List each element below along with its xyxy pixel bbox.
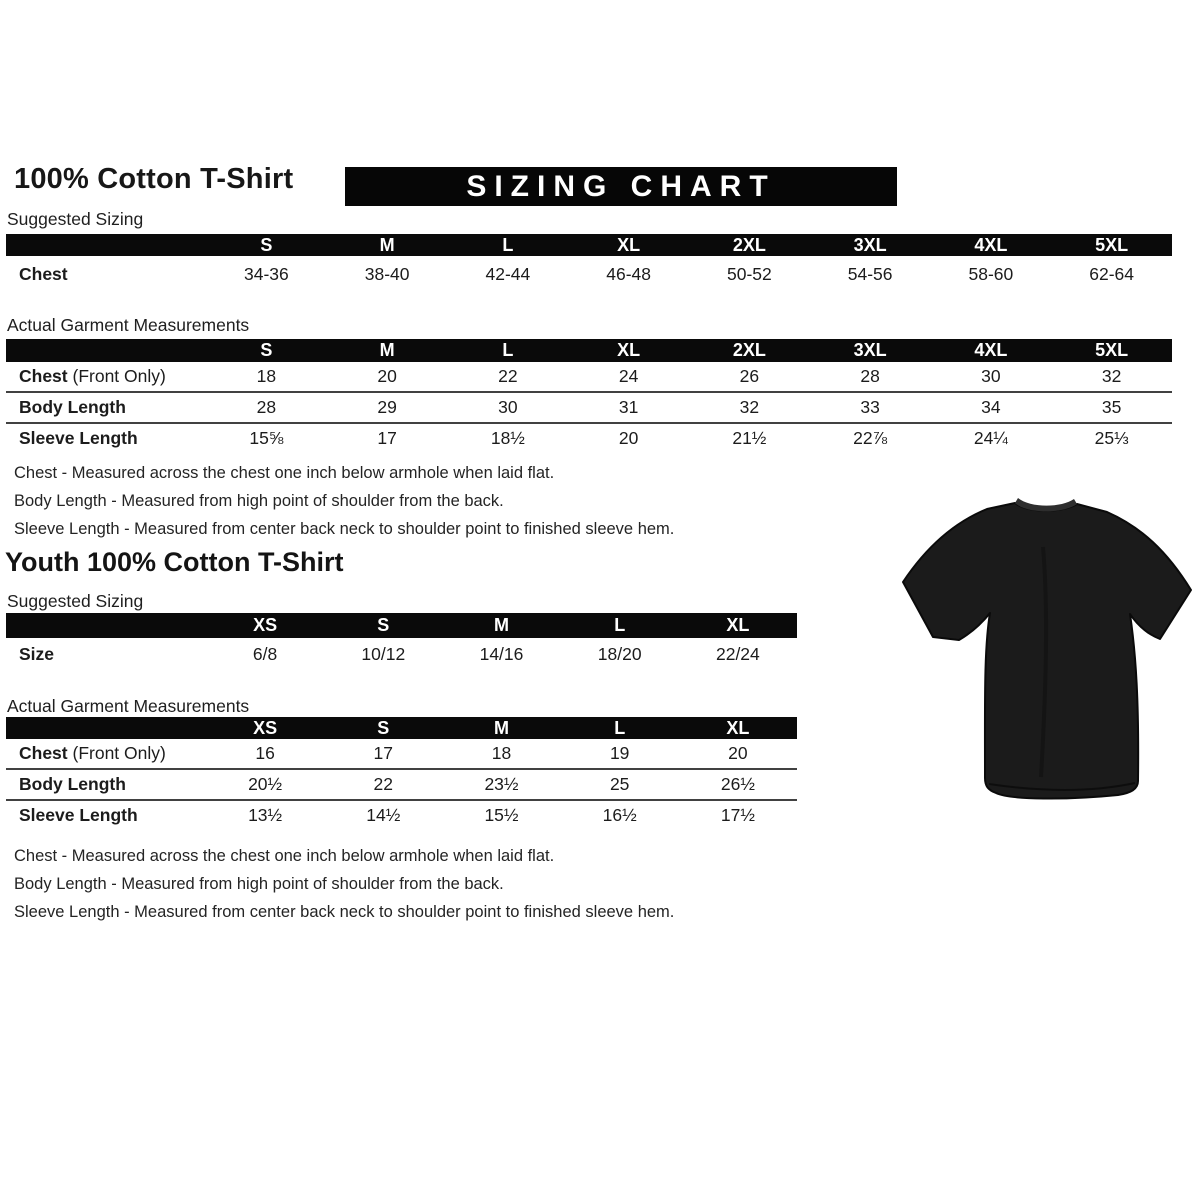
adult-suggested-sizing-table bbox=[6, 234, 1172, 292]
cell: 50-52 bbox=[726, 263, 772, 284]
black-tshirt-photo bbox=[893, 487, 1195, 805]
note-sleeve-length: Sleeve Length - Measured from center back neck to shoulder point to finished sleeve hem. bbox=[14, 520, 675, 538]
cell: 16 bbox=[255, 743, 275, 763]
table-header-row bbox=[6, 717, 797, 739]
row-label-text: Chest bbox=[19, 263, 68, 284]
table-header-row bbox=[6, 613, 797, 638]
cell: 14/16 bbox=[479, 644, 524, 664]
cell: 46-48 bbox=[606, 263, 651, 284]
col-header-M: M bbox=[379, 340, 395, 360]
col-header-3XL: 3XL bbox=[853, 340, 887, 360]
table-row bbox=[6, 768, 797, 799]
cell: 15½ bbox=[484, 805, 519, 825]
note-body-length: Body Length - Measured from high point of shoulder from the back. bbox=[14, 875, 504, 893]
youth-section-title: Youth 100% Cotton T-Shirt bbox=[5, 547, 344, 577]
cell: 34 bbox=[981, 397, 1001, 417]
cell: 17 bbox=[373, 743, 394, 763]
row-label bbox=[6, 366, 206, 387]
table-row bbox=[6, 638, 797, 671]
cell: 30 bbox=[981, 366, 1001, 386]
col-header-M: M bbox=[379, 234, 395, 255]
adult-actual-measurements-table bbox=[6, 339, 1172, 453]
col-header-4XL: 4XL bbox=[974, 340, 1008, 360]
col-header-M: M bbox=[493, 717, 509, 738]
col-header-L: L bbox=[502, 340, 514, 360]
adult-measurement-notes bbox=[14, 459, 674, 543]
cell: 23½ bbox=[484, 774, 519, 794]
cell: 13½ bbox=[248, 805, 283, 825]
cell: 16½ bbox=[602, 805, 637, 825]
cell: 18/20 bbox=[597, 644, 642, 664]
col-header-XL: XL bbox=[617, 340, 641, 360]
col-header-L: L bbox=[614, 717, 626, 738]
table-row bbox=[6, 422, 1172, 453]
row-label-suffix: (Front Only) bbox=[67, 366, 166, 386]
cell: 20½ bbox=[248, 774, 283, 794]
row-label bbox=[6, 428, 206, 449]
row-label-suffix: (Front Only) bbox=[67, 743, 166, 763]
sizing-chart-banner: SIZING CHART bbox=[345, 167, 897, 206]
col-header-XL: XL bbox=[726, 615, 750, 635]
table-row bbox=[6, 739, 797, 768]
cell: 20 bbox=[618, 428, 639, 448]
col-header-XL: XL bbox=[617, 234, 641, 255]
youth-actual-measurements-label: Actual Garment Measurements bbox=[7, 696, 250, 716]
cell: 22/24 bbox=[715, 644, 760, 664]
col-header-L: L bbox=[502, 234, 514, 255]
col-header-S: S bbox=[377, 615, 390, 635]
adult-suggested-sizing-label: Suggested Sizing bbox=[7, 209, 144, 229]
cell: 17½ bbox=[720, 805, 755, 825]
cell: 38-40 bbox=[364, 263, 410, 284]
col-header-2XL: 2XL bbox=[732, 340, 766, 360]
cell: 22 bbox=[498, 366, 518, 386]
table-row bbox=[6, 391, 1172, 422]
cell: 20 bbox=[728, 743, 748, 763]
col-header-3XL: 3XL bbox=[853, 234, 887, 255]
table-header-row bbox=[6, 339, 1172, 362]
cell: 32 bbox=[739, 397, 760, 417]
note-chest: Chest - Measured across the chest one inch below armhole when laid flat. bbox=[14, 464, 555, 482]
cell: 22 bbox=[373, 774, 394, 794]
cell: 25⅓ bbox=[1094, 428, 1129, 448]
row-label-text: Sleeve Length bbox=[19, 428, 138, 448]
table-row bbox=[6, 799, 797, 830]
row-label bbox=[6, 397, 206, 418]
col-header-2XL: 2XL bbox=[732, 234, 766, 255]
youth-suggested-sizing-label: Suggested Sizing bbox=[7, 591, 144, 611]
cell: 26½ bbox=[720, 774, 755, 794]
col-header-4XL: 4XL bbox=[974, 234, 1008, 255]
col-header-XS: XS bbox=[253, 717, 278, 738]
row-label-text: Sleeve Length bbox=[19, 805, 138, 825]
cell: 6/8 bbox=[252, 644, 278, 664]
row-label bbox=[6, 264, 206, 285]
tshirt-image bbox=[893, 487, 1195, 805]
row-label-text: Size bbox=[19, 644, 55, 664]
row-label bbox=[6, 805, 206, 826]
cell: 28 bbox=[256, 397, 277, 417]
row-label bbox=[6, 743, 206, 764]
note-chest: Chest - Measured across the chest one inch below armhole when laid flat. bbox=[14, 847, 555, 865]
cell: 42-44 bbox=[485, 263, 531, 284]
cell: 54-56 bbox=[847, 263, 893, 284]
note-body-length: Body Length - Measured from high point of shoulder from the back. bbox=[14, 492, 504, 510]
cell: 24¼ bbox=[973, 428, 1008, 448]
adult-actual-measurements-label: Actual Garment Measurements bbox=[7, 315, 250, 335]
cell: 18½ bbox=[490, 428, 525, 448]
cell: 29 bbox=[377, 397, 397, 417]
youth-suggested-sizing-table bbox=[6, 613, 797, 671]
col-header-5XL: 5XL bbox=[1095, 340, 1129, 360]
table-row bbox=[6, 362, 1172, 391]
cell: 17 bbox=[377, 428, 397, 448]
row-label bbox=[6, 774, 206, 795]
page-title: 100% Cotton T-Shirt bbox=[14, 163, 294, 195]
row-label-text: Body Length bbox=[19, 774, 126, 794]
cell: 14½ bbox=[366, 805, 401, 825]
cell: 25 bbox=[609, 774, 630, 794]
row-label-text: Chest bbox=[19, 366, 68, 386]
cell: 33 bbox=[860, 397, 880, 417]
cell: 19 bbox=[609, 743, 630, 763]
cell: 35 bbox=[1101, 397, 1122, 417]
note-sleeve-length: Sleeve Length - Measured from center back neck to shoulder point to finished sleeve hem. bbox=[14, 903, 675, 921]
cell: 26 bbox=[739, 366, 760, 386]
cell: 34-36 bbox=[243, 263, 289, 284]
cell: 15⅝ bbox=[249, 428, 284, 448]
row-label-text: Body Length bbox=[19, 397, 126, 417]
cell: 58-60 bbox=[968, 263, 1014, 284]
col-header-S: S bbox=[260, 340, 273, 360]
col-header-XL: XL bbox=[726, 717, 750, 738]
col-header-L: L bbox=[614, 615, 626, 635]
col-header-XS: XS bbox=[253, 615, 278, 635]
col-header-5XL: 5XL bbox=[1095, 234, 1129, 255]
cell: 20 bbox=[377, 366, 397, 386]
cell: 22⅞ bbox=[853, 428, 888, 448]
row-label bbox=[6, 644, 206, 665]
col-header-M: M bbox=[493, 615, 509, 635]
cell: 32 bbox=[1101, 366, 1122, 386]
col-header-S: S bbox=[377, 717, 390, 738]
youth-actual-measurements-table bbox=[6, 717, 797, 830]
row-label-text: Chest bbox=[19, 743, 68, 763]
cell: 31 bbox=[618, 397, 639, 417]
cell: 28 bbox=[860, 366, 880, 386]
cell: 62-64 bbox=[1089, 263, 1134, 284]
table-row bbox=[6, 256, 1172, 292]
cell: 24 bbox=[618, 366, 639, 386]
youth-measurement-notes bbox=[14, 842, 674, 926]
col-header-S: S bbox=[260, 234, 273, 255]
cell: 30 bbox=[498, 397, 518, 417]
cell: 18 bbox=[491, 743, 512, 763]
cell: 21½ bbox=[732, 428, 767, 448]
cell: 18 bbox=[256, 366, 277, 386]
table-header-row bbox=[6, 234, 1172, 256]
cell: 10/12 bbox=[361, 644, 406, 664]
